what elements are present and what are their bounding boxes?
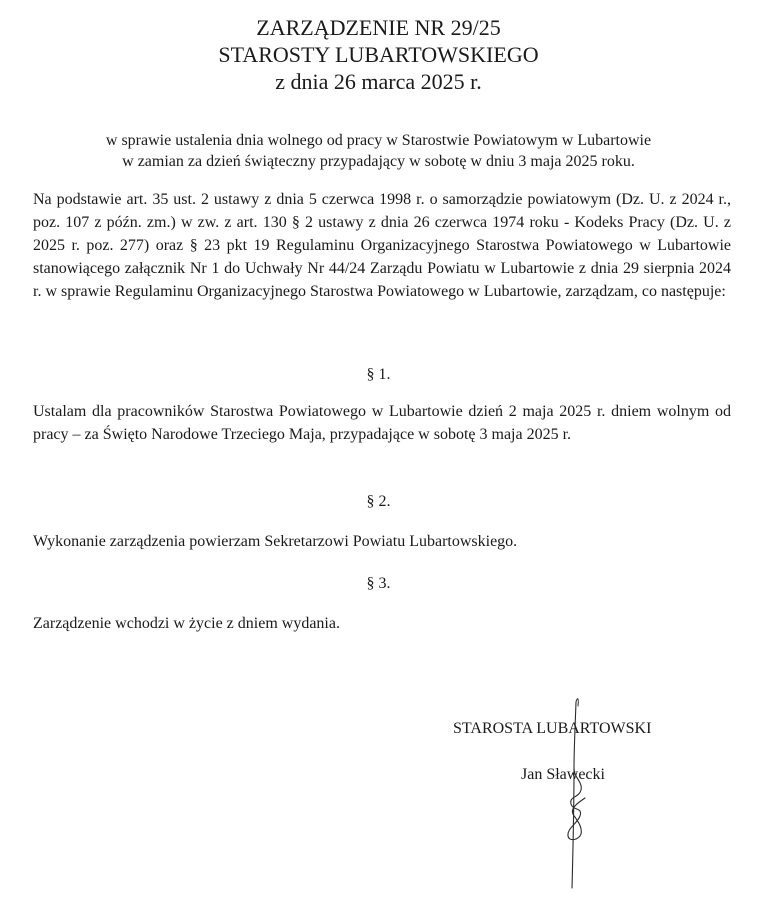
document-subject xyxy=(0,130,757,172)
section-3-text: Zarządzenie wchodzi w życie z dniem wydania. xyxy=(33,615,340,632)
section-1-text: Ustalam dla pracowników Starostwa Powiatowego w Lubartowie dzień 2 maja 2025 r. dniem wolnym od pracy – za Święto Narodowe Trzeciego Maja, przypadające w sobotę 3 maja 2025 r. xyxy=(33,403,731,443)
section-2-text: Wykonanie zarządzenia powierzam Sekretarzowi Powiatu Lubartowskiego. xyxy=(33,533,518,550)
document-header xyxy=(0,14,757,95)
subject-line-2: w zamian za dzień świąteczny przypadający w sobotę w dniu 3 maja 2025 roku. xyxy=(122,153,635,170)
section-1-mark: § 1. xyxy=(366,366,391,383)
signatory-title: STAROSTA LUBARTOWSKI xyxy=(453,720,652,737)
section-3-mark: § 3. xyxy=(366,575,391,592)
issuer-title: STAROSTY LUBARTOWSKIEGO xyxy=(218,42,539,67)
signatory-name: Jan Sławecki xyxy=(521,766,605,783)
legal-basis-paragraph: Na podstawie art. 35 ust. 2 ustawy z dnia 5 czerwca 1998 r. o samorządzie powiatowym (Dz. U. z 2024 r., poz. 107 z późn. zm.) w zw. z art. 130 § 2 ustawy z dnia 26 czerwca 1974 roku - Kodeks Pracy (Dz. U. z 2025 r. poz. 277) oraz § 23 pkt 19 Regulaminu Organizacyjnego Starostwa Powiatowego w Lubartowie stanowiącego załącznik Nr 1 do Uchwały Nr 44/24 Zarządu Powiatu w Lubartowie z dnia 29 sierpnia 2024 r. w sprawie Regulaminu Organizacyjnego Starostwa Powiatowego w Lubartowie, zarządzam, co następuje: xyxy=(33,191,731,300)
document-date: z dnia 26 marca 2025 r. xyxy=(275,69,482,94)
section-2-mark: § 2. xyxy=(366,493,391,510)
handwritten-signature xyxy=(545,690,615,895)
document-title: ZARZĄDZENIE NR 29/25 xyxy=(256,15,501,40)
subject-line-1: w sprawie ustalenia dnia wolnego od pracy w Starostwie Powiatowym w Lubartowie xyxy=(105,132,652,149)
